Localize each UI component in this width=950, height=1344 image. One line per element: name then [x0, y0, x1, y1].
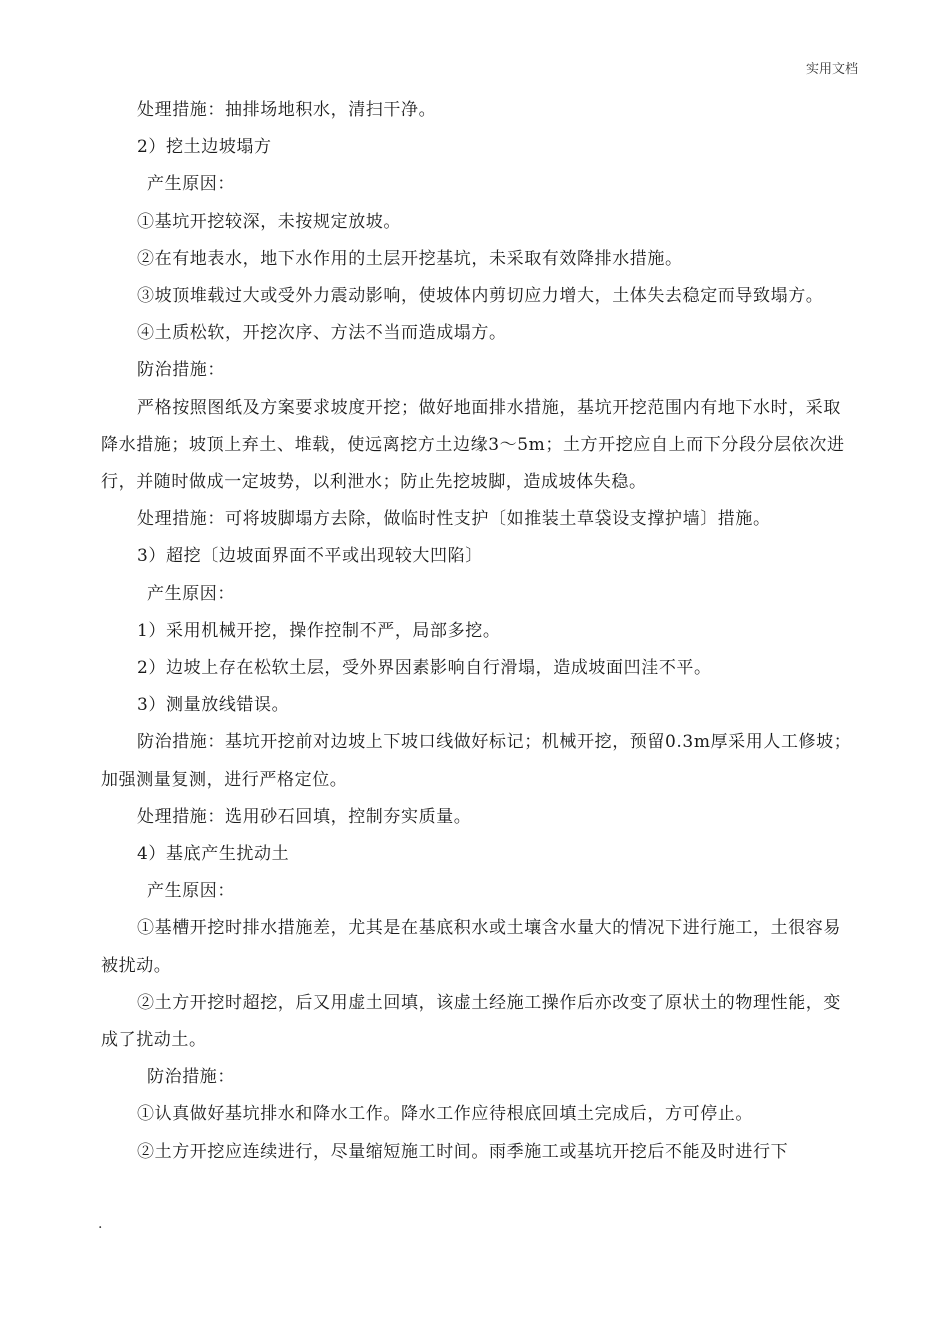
paragraph: 处理措施：选用砂石回填，控制夯实质量。	[137, 806, 472, 827]
list-item: ③坡顶堆载过大或受外力震动影响，使坡体内剪切应力增大，土体失去稳定而导致塌方。	[137, 286, 824, 307]
document-body	[101, 92, 853, 1171]
footer-mark: .	[98, 1216, 103, 1232]
paragraph-label: 产生原因：	[147, 583, 235, 604]
list-item: ②土方开挖应连续进行，尽量缩短施工时间。雨季施工或基坑开挖后不能及时进行下	[137, 1141, 789, 1162]
list-item: 3）测量放线错误。	[137, 695, 290, 716]
section-heading: 4）基底产生扰动土	[137, 844, 290, 865]
list-item: ①基槽开挖时排水措施差，尤其是在基底积水或土壤含水量大的情况下进行施工，土很容易被扰动。	[101, 918, 841, 976]
list-item: 1）采用机械开挖，操作控制不严，局部多挖。	[137, 620, 501, 641]
list-item: ④土质松软，开挖次序、方法不当而造成塌方。	[137, 323, 507, 344]
list-item: ②在有地表水，地下水作用的土层开挖基坑，未采取有效降排水措施。	[137, 248, 683, 269]
paragraph-label: 产生原因：	[147, 174, 235, 195]
list-item: 2）边坡上存在松软土层，受外界因素影响自行滑塌，造成坡面凹洼不平。	[137, 658, 712, 679]
paragraph: 严格按照图纸及方案要求坡度开挖；做好地面排水措施，基坑开挖范围内有地下水时，采取降水措施；坡顶上弃土、堆载，使远离挖方土边缘3～5m；土方开挖应自上而下分段分层依次进行，并随时做成一定坡势，以利泄水；防止先挖坡脚，造成坡体失稳。	[101, 397, 845, 493]
paragraph-label: 防治措施：	[137, 360, 225, 381]
section-heading: 3）超挖〔边坡面界面不平或出现较大凹陷〕	[137, 546, 483, 567]
list-item: ①认真做好基坑排水和降水工作。降水工作应待根底回填土完成后，方可停止。	[137, 1104, 753, 1125]
paragraph: 防治措施：基坑开挖前对边坡上下坡口线做好标记；机械开挖，预留0.3m厚采用人工修坡；加强测量复测，进行严格定位。	[101, 732, 852, 790]
paragraph-label: 产生原因：	[147, 881, 235, 902]
paragraph-label: 防治措施：	[147, 1067, 235, 1088]
paragraph: 处理措施：抽排场地积水，清扫干净。	[137, 100, 437, 120]
paragraph: 处理措施：可将坡脚塌方去除，做临时性支护〔如推装土草袋设支撑护墙〕措施。	[137, 509, 771, 530]
list-item: ①基坑开挖较深，未按规定放坡。	[137, 211, 401, 232]
header-label: 实用文档	[805, 62, 858, 77]
list-item: ②土方开挖时超挖，后又用虚土回填，该虚土经施工操作后亦改变了原状土的物理性能，变成了扰动土。	[101, 992, 841, 1051]
section-heading: 2）挖土边坡塌方	[137, 137, 272, 158]
